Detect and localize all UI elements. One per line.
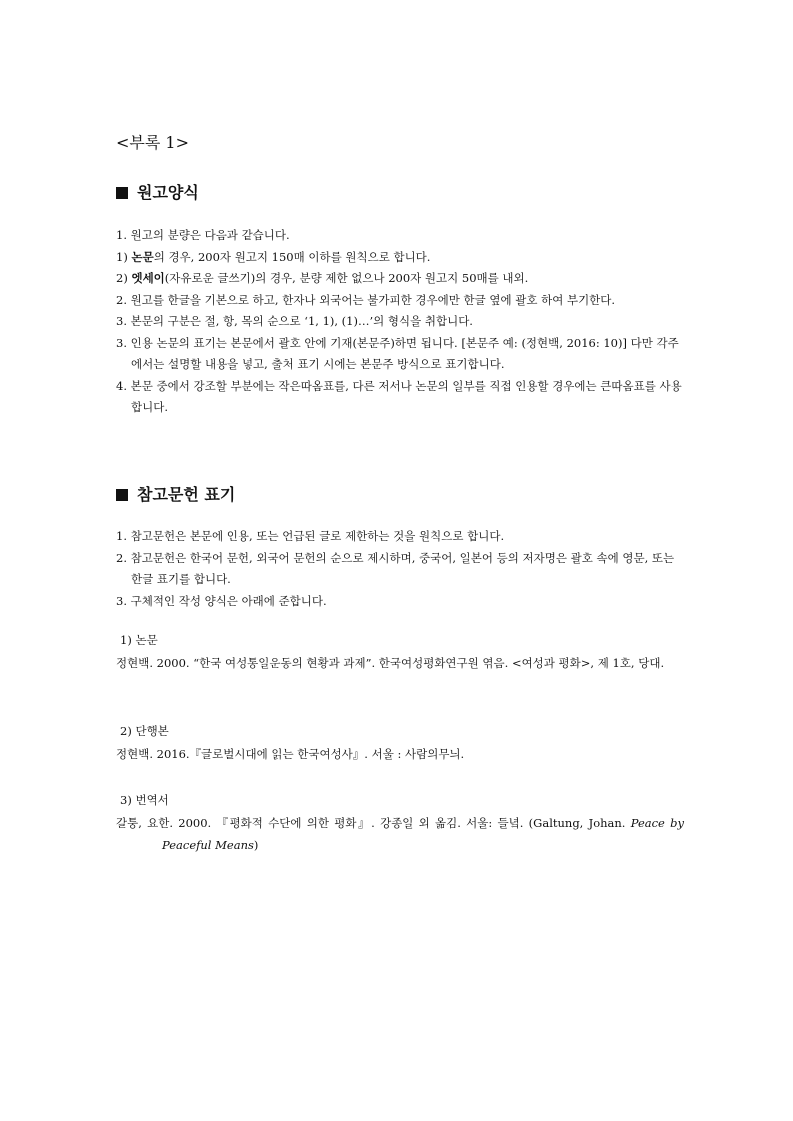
list-item: 2. 원고를 한글을 기본으로 하고, 한자나 외국어는 불가피한 경우에만 한글 옆에 괄호 하여 부기한다. bbox=[116, 292, 616, 307]
reference-example: 정현백. 2016.『글로벌시대에 읽는 한국여성사』. 서울 : 사람의무늬. bbox=[116, 747, 465, 761]
bold-term-thesis: 논문 bbox=[131, 249, 154, 264]
list-item: 3. 구체적인 작성 양식은 아래에 준합니다. bbox=[116, 593, 327, 608]
list-item: 3. 인용 논문의 표기는 본문에서 괄호 안에 기재(본문주)하면 됩니다. [본문주 예: (정현백, 2016: 10)] 다만 각주에서는 설명할 내용을 넣고, 출처 표기 시에는 본문주 방식으로 표기합니다. bbox=[116, 335, 679, 371]
section-heading-text: 원고양식 bbox=[137, 183, 199, 202]
list-item: 2) 엣세이(자유로운 글쓰기)의 경우, 분량 제한 없으나 200자 원고지 50매를 내외. bbox=[116, 271, 529, 285]
list-item: 1) 논문의 경우, 200자 원고지 150매 이하를 원칙으로 합니다. bbox=[116, 249, 431, 264]
list-item: 1. 원고의 분량은 다음과 같습니다. bbox=[116, 228, 290, 242]
appendix-title: <부록 1> bbox=[116, 133, 189, 152]
italic-title: Peace by Peaceful Means bbox=[162, 816, 684, 852]
example-heading-thesis: 1) 논문 bbox=[120, 633, 158, 647]
list-item: 4. 본문 중에서 강조할 부분에는 작은따옴표를, 다른 저서나 논문의 일부를 직접 인용할 경우에는 큰따옴표를 사용합니다. bbox=[116, 378, 682, 414]
example-heading-monograph: 2) 단행본 bbox=[120, 724, 169, 738]
reference-example: 정현백. 2000. “한국 여성통일운동의 현황과 과제”. 한국여성평화연구원 엮음. <여성과 평화>, 제 1호, 당대. bbox=[116, 656, 665, 670]
reference-rules-list bbox=[116, 526, 684, 612]
section-heading-references bbox=[116, 482, 235, 505]
section-heading-manuscript-format bbox=[116, 180, 199, 203]
list-item: 2. 참고문헌은 한국어 문헌, 외국어 문헌의 순으로 제시하며, 중국어, 일본어 등의 저자명은 괄호 속에 영문, 또는 한글 표기를 합니다. bbox=[116, 550, 675, 586]
example-heading-translation: 3) 번역서 bbox=[120, 793, 169, 807]
manuscript-rules-list bbox=[116, 225, 684, 419]
list-item: 1. 참고문헌은 본문에 인용, 또는 언급된 글로 제한하는 것을 원칙으로 합니다. bbox=[116, 529, 505, 543]
reference-example: 갈퉁, 요한. 2000. 『평화적 수단에 의한 평화』. 강종일 외 옮김. 서울: 들녘. (Galtung, Johan. Peace by Peaceful Means) bbox=[116, 816, 684, 852]
black-square-icon bbox=[116, 489, 128, 501]
section-heading-text: 참고문헌 표기 bbox=[137, 485, 236, 504]
list-item: 3. 본문의 구분은 절, 항, 목의 순으로 ‘1, 1), (1)…’의 형식을 취합니다. bbox=[116, 314, 473, 328]
bold-term-essay: 엣세이 bbox=[131, 271, 165, 285]
black-square-icon bbox=[116, 187, 128, 199]
